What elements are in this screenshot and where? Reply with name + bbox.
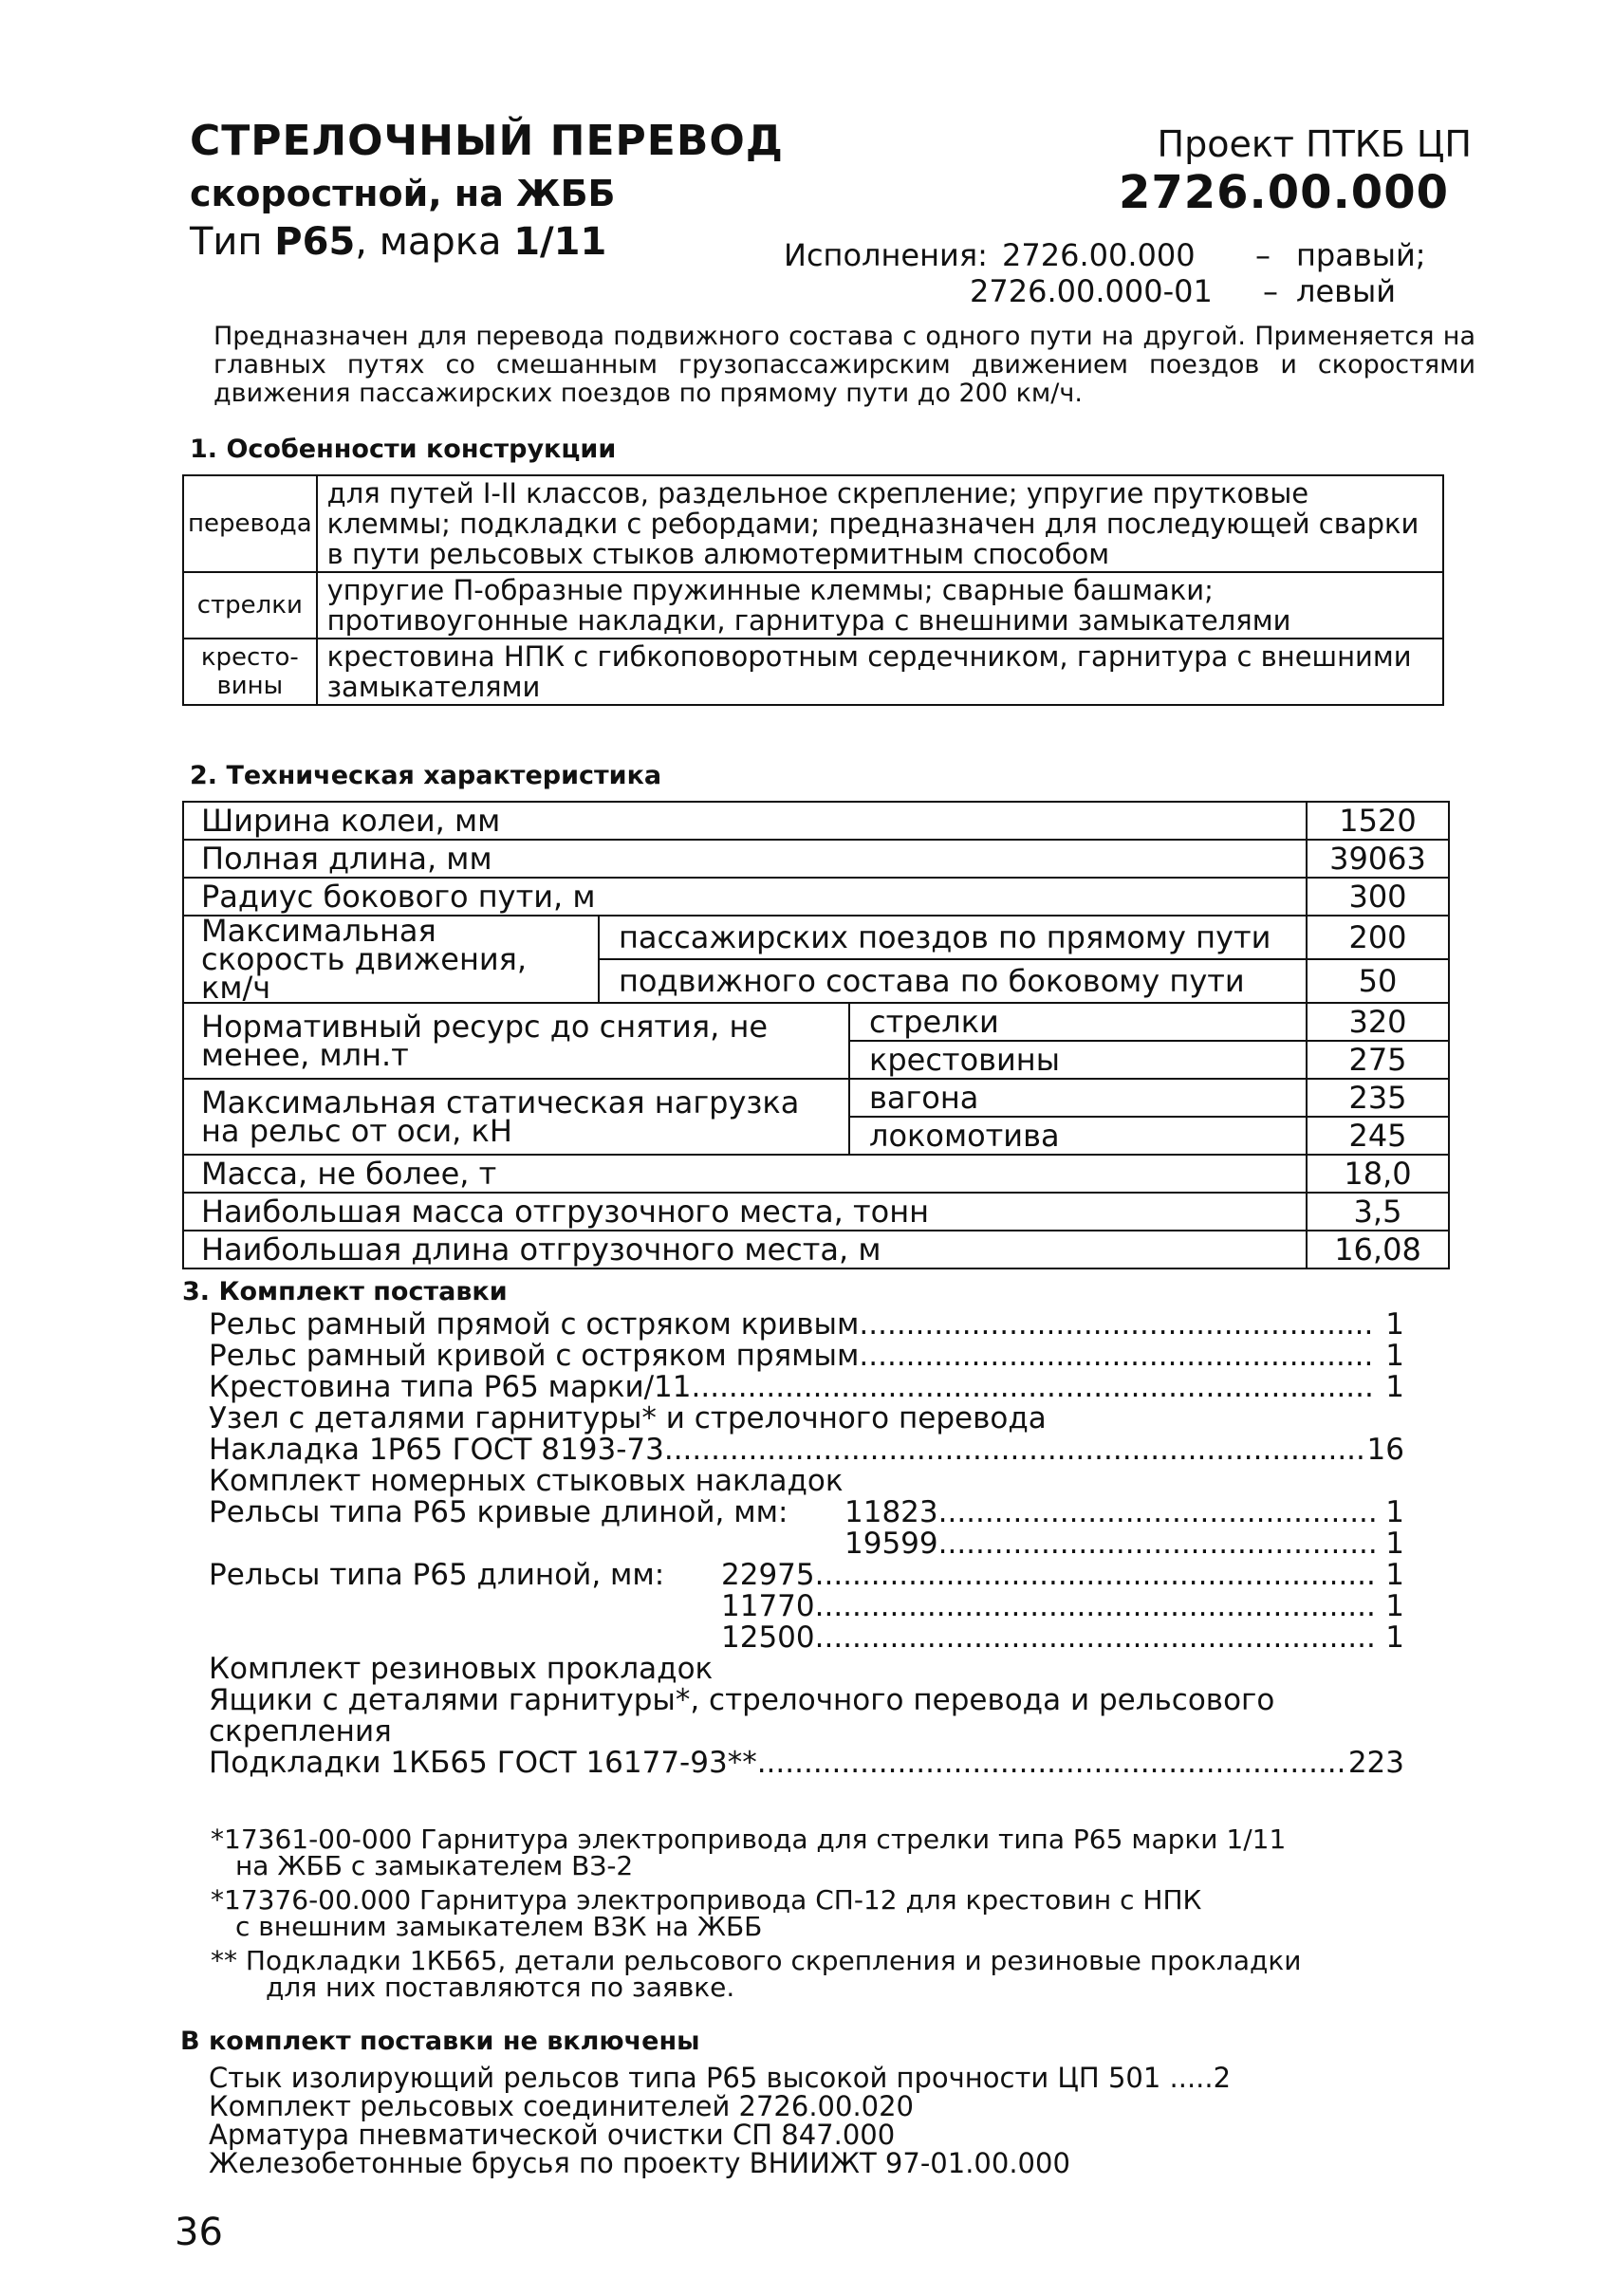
- length-value: 39063: [1307, 840, 1449, 878]
- load-wagon-value: 235: [1307, 1079, 1449, 1117]
- title-line-1: СТРЕЛОЧНЫЙ ПЕРЕВОД: [190, 117, 784, 165]
- execution-2-number: 2726.00.000-01: [970, 273, 1213, 309]
- mark-value: 1/11: [513, 220, 607, 264]
- table-row: [183, 840, 1449, 878]
- speed-label: Максимальная скорость движения, км/ч: [183, 916, 599, 1003]
- speed-straight-label: пассажирских поездов по прямому пути: [599, 916, 1307, 959]
- item-name: Комплект резиновых прокладок: [209, 1652, 714, 1686]
- list-item: [209, 1748, 1404, 1779]
- ship-length-label: Наибольшая длина отгрузочного места, м: [183, 1231, 1307, 1268]
- speed-side-value: 50: [1307, 959, 1449, 1003]
- item-name: Рельс рамный кривой с остряком прямым: [209, 1339, 860, 1373]
- item-length: 11823: [844, 1495, 938, 1529]
- list-item: [209, 1528, 1404, 1560]
- item-qty: 1: [1385, 1527, 1404, 1561]
- type-prefix: Тип: [190, 220, 275, 264]
- mass-label: Масса, не более, т: [183, 1155, 1307, 1193]
- table-row: [183, 1003, 1449, 1041]
- load-loco-label: локомотива: [849, 1117, 1307, 1155]
- list-item: Ящики с деталями гарнитуры*, стрелочного перевода и рельсового скрепления: [209, 1683, 1275, 1749]
- item-name: Комплект номерных стыковых накладок: [209, 1464, 844, 1498]
- tech-table: [182, 801, 1450, 1269]
- load-wagon-label: вагона: [849, 1079, 1307, 1117]
- item-name: Рельс рамный прямой с остряком кривым: [209, 1307, 860, 1342]
- rail-type: Р65: [274, 220, 356, 264]
- excluded-title: В комплект поставки не включены: [180, 2027, 700, 2056]
- ship-length-value: 16,08: [1307, 1231, 1449, 1268]
- item-qty: 1: [1385, 1620, 1404, 1655]
- item-length: 19599: [844, 1527, 938, 1561]
- radius-label: Радиус бокового пути, м: [183, 878, 1307, 916]
- footnote-line: на ЖББ с замыкателем ВЗ-2: [235, 1850, 634, 1881]
- item-qty: 1: [1385, 1339, 1404, 1373]
- item-qty: 223: [1347, 1746, 1404, 1780]
- execution-2-side: левый: [1296, 273, 1397, 309]
- item-qty: 1: [1385, 1370, 1404, 1404]
- row-head: кресто-вины: [183, 639, 317, 705]
- resource-switch-value: 320: [1307, 1003, 1449, 1041]
- list-item: Комплект рельсовых соединителей 2726.00.020: [209, 2090, 915, 2122]
- list-item: [209, 1622, 1404, 1654]
- table-row: [183, 916, 1449, 959]
- item-qty: 1: [1385, 1589, 1404, 1623]
- table-row: [183, 475, 1443, 572]
- page-number: 36: [175, 2211, 223, 2254]
- item-qty: 1: [1385, 1495, 1404, 1529]
- table-row: [183, 572, 1443, 639]
- list-item: [209, 1591, 1404, 1622]
- footnote: [211, 1826, 1473, 1879]
- resource-switch-label: стрелки: [849, 1003, 1307, 1041]
- table-row: [183, 1079, 1449, 1117]
- list-item: [209, 1403, 1404, 1435]
- execution-1-side: правый;: [1296, 237, 1426, 273]
- list-item: Стык изолирующий рельсов типа Р65 высокой прочности ЦП 501 .....2: [209, 2062, 1232, 2094]
- excluded-list: [209, 2064, 1442, 2177]
- table-row: [183, 1231, 1449, 1268]
- execution-2-dash: –: [1263, 273, 1278, 309]
- footnotes: [211, 1826, 1473, 2009]
- executions-label: Исполнения:: [784, 237, 988, 273]
- project-label: Проект ПТКБ ЦП: [1157, 123, 1472, 165]
- footnote: [211, 1945, 1473, 2003]
- item-length: 12500: [721, 1620, 815, 1655]
- item-qty: 16: [1366, 1433, 1404, 1467]
- list-item: Железобетонные брусья по проекту ВНИИЖТ 97-01.00.000: [209, 2147, 1070, 2179]
- project-number: 2726.00.000: [1118, 166, 1449, 219]
- item-name: Подкладки 1КБ65 ГОСТ 16177-93**: [209, 1746, 757, 1780]
- row-text: для путей I-II классов, раздельное скрепление; упругие прутковые клеммы; подкладки с ребордами; предназначен для последующей сварки в пути рельсовых стыков алюмотермитным способом: [317, 475, 1443, 572]
- ship-mass-value: 3,5: [1307, 1193, 1449, 1231]
- list-item: [209, 1309, 1404, 1341]
- executions: [784, 237, 1448, 309]
- radius-value: 300: [1307, 878, 1449, 916]
- speed-side-label: подвижного состава по боковому пути: [599, 959, 1307, 1003]
- length-label: Полная длина, мм: [183, 840, 1307, 878]
- mass-value: 18,0: [1307, 1155, 1449, 1193]
- list-item: [209, 1341, 1404, 1372]
- load-label: Максимальная статическая нагрузка на рельс от оси, кН: [183, 1079, 849, 1155]
- list-item: [209, 1372, 1404, 1403]
- footnote-line: с внешним замыкателем ВЗК на ЖББ: [235, 1911, 763, 1942]
- row-text: упругие П-образные пружинные клеммы; сварные башмаки; противоугонные накладки, гарнитура с внешними замыкателями: [317, 572, 1443, 639]
- item-qty: 1: [1385, 1558, 1404, 1592]
- gauge-label: Ширина колеи, мм: [183, 802, 1307, 840]
- speed-straight-value: 200: [1307, 916, 1449, 959]
- footnote-line: для них поставляются по заявке.: [266, 1972, 735, 2003]
- item-name: Узел с деталями гарнитуры* и стрелочного перевода: [209, 1401, 1047, 1435]
- item-name: Рельсы типа Р65 длиной, мм:: [209, 1558, 665, 1592]
- row-head: стрелки: [183, 572, 317, 639]
- section-1-title: 1. Особенности конструкции: [190, 435, 617, 464]
- intro-paragraph: Предназначен для перевода подвижного состава с одного пути на другой. Применяется на главных путях со смешанным грузопассажирским движением поездов и скоростями движения пассажирских поездов по прямому пути до 200 км/ч.: [213, 322, 1475, 408]
- list-item: [209, 1466, 1404, 1497]
- list-item: Арматура пневматической очистки СП 847.000: [209, 2119, 896, 2151]
- item-qty: 1: [1385, 1307, 1404, 1342]
- execution-1-number: 2726.00.000: [1002, 237, 1196, 273]
- table-row: [183, 802, 1449, 840]
- title-line-2: скоростной, на ЖББ: [190, 173, 616, 214]
- list-item: [209, 1497, 1404, 1528]
- footnote-line: *17361-00-000 Гарнитура электропривода для стрелки типа Р65 марки 1/11: [211, 1824, 1287, 1855]
- delivery-kit-list: [209, 1309, 1404, 1779]
- execution-1-dash: –: [1255, 237, 1271, 273]
- ship-mass-label: Наибольшая масса отгрузочного места, тонн: [183, 1193, 1307, 1231]
- section-3-title: 3. Комплект поставки: [182, 1277, 508, 1306]
- list-item: [209, 1560, 1404, 1591]
- item-name: Крестовина типа Р65 марки/11: [209, 1370, 692, 1404]
- item-length: 11770: [721, 1589, 815, 1623]
- list-item: [209, 1435, 1404, 1466]
- resource-cross-label: крестовины: [849, 1041, 1307, 1079]
- item-length: 22975: [721, 1558, 815, 1592]
- construction-table: [182, 474, 1444, 706]
- item-name: Рельсы типа Р65 кривые длиной, мм:: [209, 1495, 788, 1529]
- footnote-line: ** Подкладки 1КБ65, детали рельсового скрепления и резиновые прокладки: [211, 1945, 1302, 1976]
- footnote: [211, 1884, 1473, 1942]
- resource-label: Нормативный ресурс до снятия, не менее, млн.т: [183, 1003, 849, 1079]
- gauge-value: 1520: [1307, 802, 1449, 840]
- load-loco-value: 245: [1307, 1117, 1449, 1155]
- resource-cross-value: 275: [1307, 1041, 1449, 1079]
- table-row: [183, 1155, 1449, 1193]
- table-row: [183, 639, 1443, 705]
- table-row: [183, 1193, 1449, 1231]
- row-head: перевода: [183, 475, 317, 572]
- table-row: [183, 878, 1449, 916]
- title-line-3: [190, 220, 606, 264]
- section-2-title: 2. Техническая характеристика: [190, 761, 662, 790]
- list-item: [209, 1654, 1404, 1685]
- row-text: крестовина НПК с гибкоповоротным сердечником, гарнитура с внешними замыкателями: [317, 639, 1443, 705]
- footnote-line: *17376-00.000 Гарнитура электропривода СП-12 для крестовин с НПК: [211, 1884, 1202, 1916]
- item-name: Накладка 1Р65 ГОСТ 8193-73: [209, 1433, 664, 1467]
- mark-prefix: , марка: [355, 220, 514, 264]
